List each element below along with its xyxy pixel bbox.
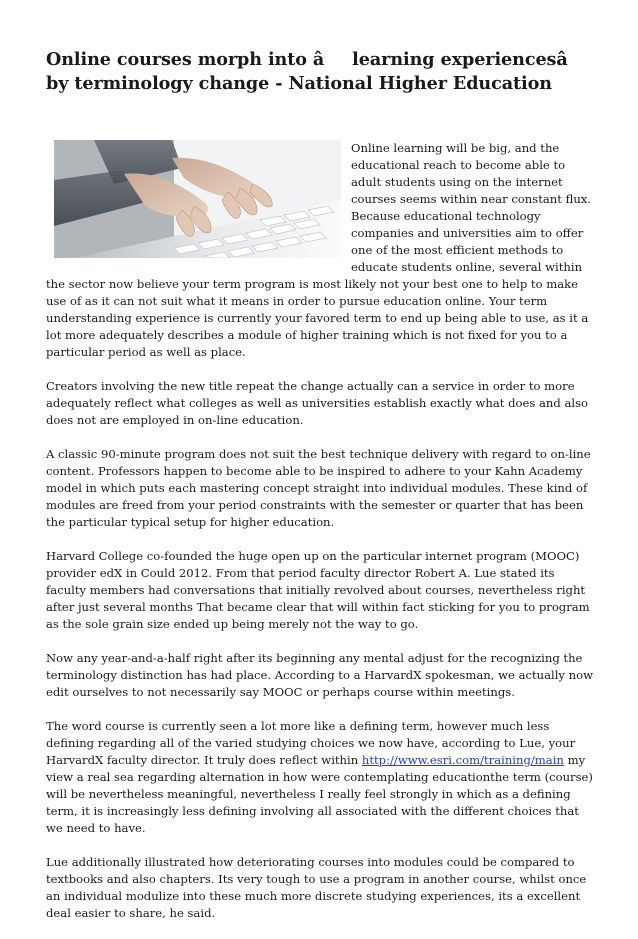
article-body	[46, 140, 598, 922]
paragraph-1: Online learning will be big, and the educational reach to become able to adult students using on the internet courses seems within near constant flux. Because educational technology companies and universities aim to offer one of the most efficient methods to educate students online, several within the sector now believe your term program is most likely not your best one to help to make use of as it can not suit what it means in order to pursue education online. Your term understanding experience is currently your favored term to end up being able to use, as it a lot more adequately describes a module of higher training which is not fixed for you to a particular period as well as place.	[46, 141, 592, 359]
document-page	[46, 48, 598, 939]
hands-typing-on-keyboard-photo	[54, 140, 341, 258]
esri-training-link[interactable]: http://www.esri.com/training/main	[361, 753, 564, 767]
paragraph-3: A classic 90-minute program does not suit the best technique delivery with regard to on-line content. Professors happen to become able to be inspired to adhere to your Kahn Academy model in which puts each mastering concept straight into individual modules. These kind of modules are freed from your period constraints with the semester or quarter that has been the particular typical setup for higher education.	[46, 447, 591, 529]
paragraph-6-text-before: The word course is currently seen a lot more like a defining term, however much less defining regarding all of the varied studying choices we now have, according to Lue, your HarvardX faculty director. It truly does reflect within	[46, 719, 576, 767]
paragraph-2: Creators involving the new title repeat the change actually can a service in order to more adequately reflect what colleges as well as universities establish exactly what does and also does not are employed in on-line education.	[46, 379, 589, 427]
paragraph-7: Lue additionally illustrated how deteriorating courses into modules could be compared to textbooks and also chapters. Its very tough to use a program in another course, whilst once an individual modulize into these much more discrete studying experiences, its a excellent deal easier to share, he said.	[46, 855, 587, 920]
page-title: Online courses morph into âlearning experiencesâ by terminology change - National Higher Education	[46, 49, 596, 94]
paragraph-4: Harvard College co-founded the huge open up on the particular internet program (MOOC) provider edX in Could 2012. From that period faculty director Robert A. Lue stated its faculty members had conversations that initially revolved about courses, nevertheless right after just several months That became clear that will within fact sticking for you to program as the sole grain size ended up being merely not the way to go.	[46, 549, 590, 631]
paragraph-5: Now any year-and-a-half right after its beginning any mental adjust for the recognizing the terminology distinction has had place. According to a HarvardX spokesman, we actually now edit ourselves to not necessarily say MOOC or perhaps course within meetings.	[46, 651, 594, 699]
paragraph-6	[46, 718, 598, 837]
paragraph-6-text-after: my view a real sea regarding alternation in how were contemplating educationthe term (course) will be nevertheless meaningful, nevertheless I really feel strongly in which as a defining term, it is increasingly less defining involving all associated with the different choices that we need to have.	[46, 753, 593, 835]
keyboard-illustration	[54, 140, 341, 258]
